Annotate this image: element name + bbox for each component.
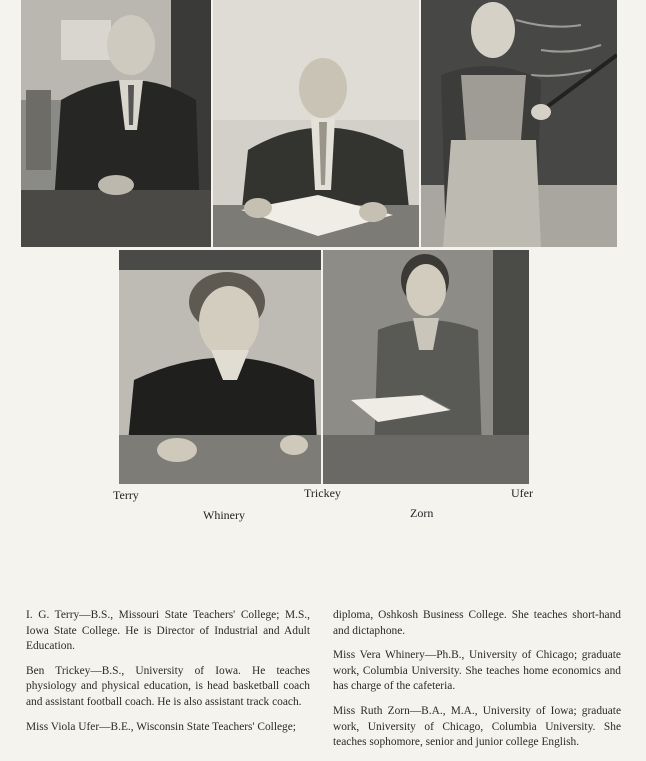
photo-whinery (119, 250, 321, 484)
photo-ufer (421, 0, 617, 247)
bio-column-right (333, 608, 621, 760)
bio-ufer-continued: diploma, Oshkosh Business College. She teaches short-hand and dictaphone. (333, 609, 621, 637)
bio-whinery: Miss Vera Whinery—Ph.B., University of Chicago; graduate work, Columbia University. She teaches home economics and has charge of the cafeteria. (333, 649, 621, 693)
bio-terry: I. G. Terry—B.S., Missouri State Teachers' College; M.S., Iowa State College. He is Director of Industrial and Adult Education. (26, 609, 310, 653)
photo-zorn (323, 250, 529, 484)
caption-ufer: Ufer (511, 486, 533, 500)
photo-terry (21, 0, 211, 247)
bio-zorn: Miss Ruth Zorn—B.A., M.A., University of Iowa; graduate work, University of Chicago, Columbia University. She teaches sophomore, senior and junior college English. (333, 704, 621, 749)
caption-trickey: Trickey (304, 486, 341, 500)
photo-trickey (213, 0, 419, 247)
caption-whinery: Whinery (203, 508, 245, 522)
caption-zorn: Zorn (410, 506, 434, 520)
caption-terry: Terry (113, 488, 139, 502)
bio-ufer-start: Miss Viola Ufer—B.E., Wisconsin State Teachers' College; (26, 720, 296, 733)
bio-column-left (26, 608, 310, 744)
bio-trickey: Ben Trickey—B.S., University of Iowa. He teaches physiology and physical education, is head basketball coach and assistant football coach. He is also assistant track coach. (26, 664, 310, 708)
